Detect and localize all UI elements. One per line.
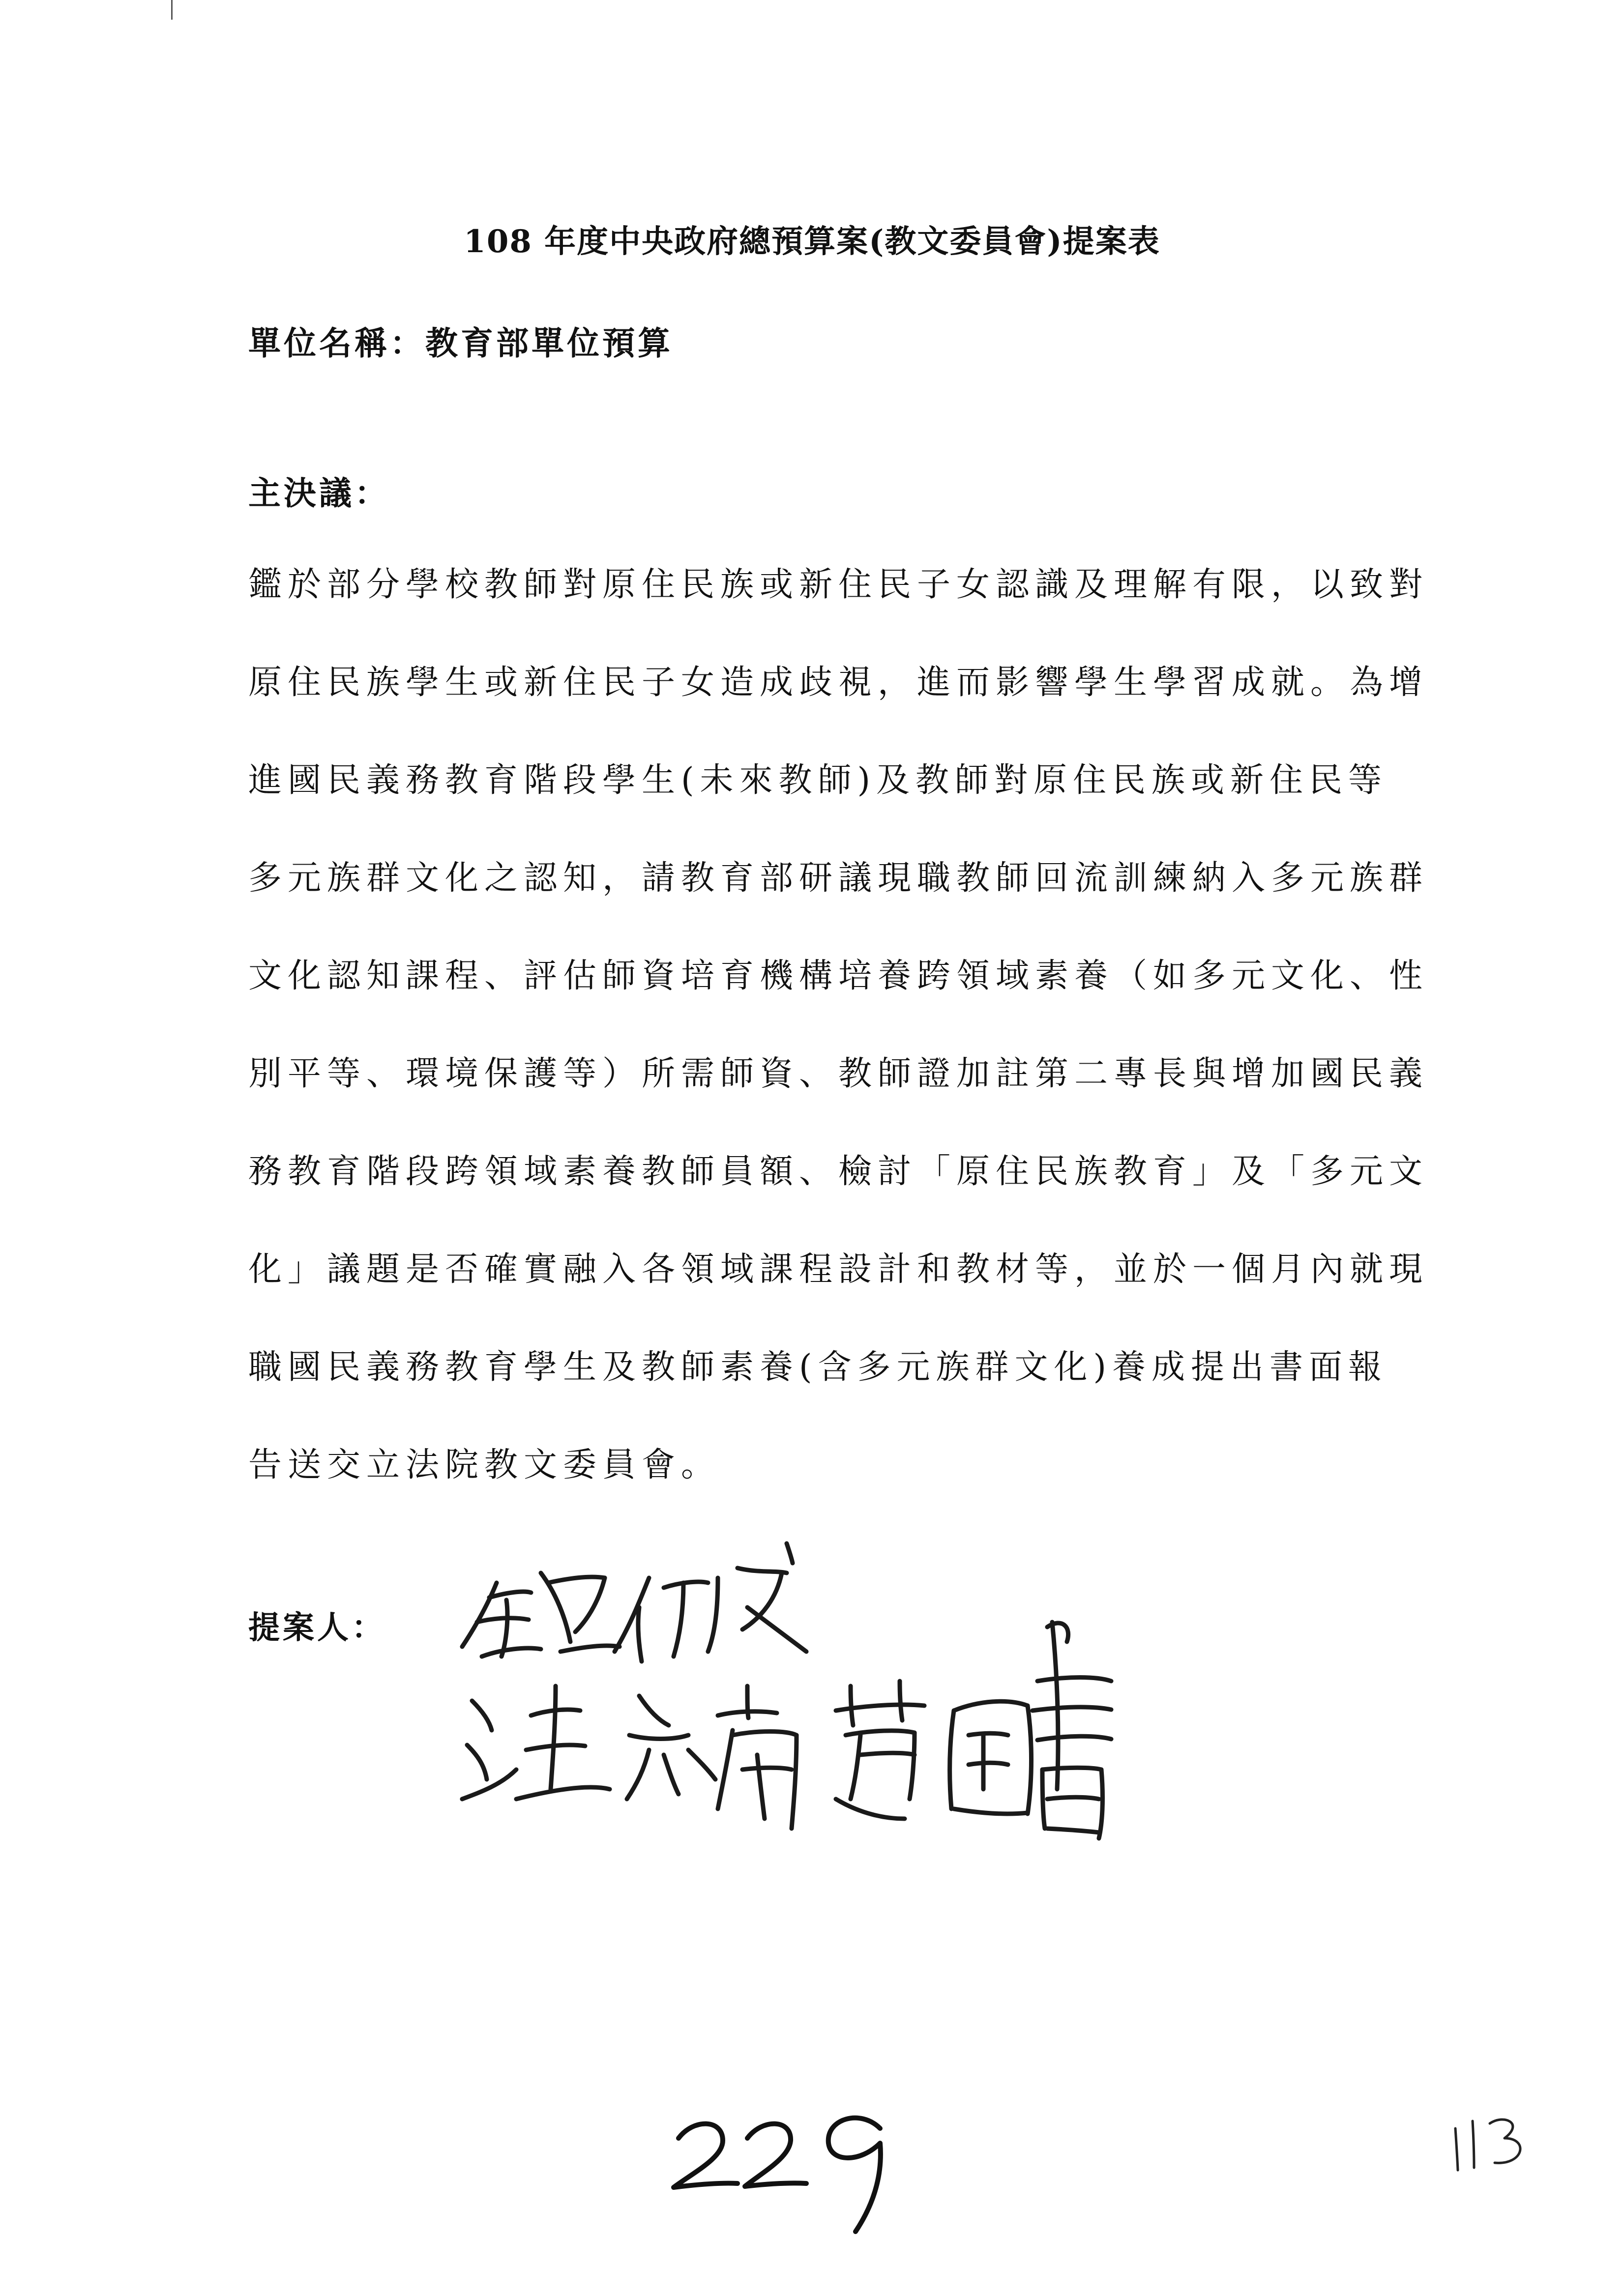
digit-stroke <box>1473 2121 1474 2168</box>
signature-ink <box>443 1524 1180 1868</box>
body-line: 告送交立法院教文委員會。 <box>248 1446 721 1484</box>
digit-stroke <box>745 2124 806 2186</box>
proposer-label: 提案人： <box>248 1609 386 1646</box>
body-line: 務教育階段跨領域素養教師員額、檢討「原住民族教育」及「多元文 <box>248 1152 1429 1191</box>
handwritten-page-number <box>664 2099 919 2237</box>
signature-stroke <box>462 1543 806 1661</box>
signature-stroke <box>462 1686 797 1829</box>
corner-number-ink <box>1446 2109 1534 2178</box>
body-line: 多元族群文化之認知，請教育部研議現職教師回流訓練納入多元族群 <box>248 859 1429 898</box>
body-line: 別平等、環境保護等）所需師資、教師證加註第二專長與增加國民義 <box>248 1054 1429 1093</box>
unit-name-line: 單位名稱：教育部單位預算 <box>248 324 673 362</box>
body-line: 鑑於部分學校教師對原住民族或新住民子女認識及理解有限，以致對 <box>248 565 1429 604</box>
handwritten-page-number-ink <box>664 2099 919 2237</box>
document-title: 108 年度中央政府總預算案(教文委員會)提案表 <box>464 223 1160 260</box>
body-line: 文化認知課程、評估師資培育機構培養跨領域素養（如多元文化、性 <box>248 957 1429 995</box>
resolution-body <box>248 551 1429 1529</box>
signature-stroke <box>836 1622 1111 1838</box>
body-line: 原住民族學生或新住民子女造成歧視，進而影響學生學習成就。為增 <box>248 663 1429 702</box>
digit-stroke <box>674 2124 738 2187</box>
proposer-signatures <box>443 1524 1180 1868</box>
scan-edge-mark <box>171 0 173 20</box>
main-resolution-label: 主決議： <box>248 474 390 512</box>
corner-number <box>1446 2109 1534 2178</box>
body-line: 職國民義務教育學生及教師素養(含多元族群文化)養成提出書面報 <box>248 1348 1388 1387</box>
digit-stroke <box>828 2118 881 2232</box>
body-line: 進國民義務教育階段學生(未來教師)及教師對原住民族或新住民等 <box>248 761 1388 800</box>
digit-stroke <box>1490 2120 1520 2163</box>
body-line: 化」議題是否確實融入各領域課程設計和教材等，並於一個月內就現 <box>248 1250 1429 1289</box>
digit-stroke <box>1455 2128 1458 2170</box>
